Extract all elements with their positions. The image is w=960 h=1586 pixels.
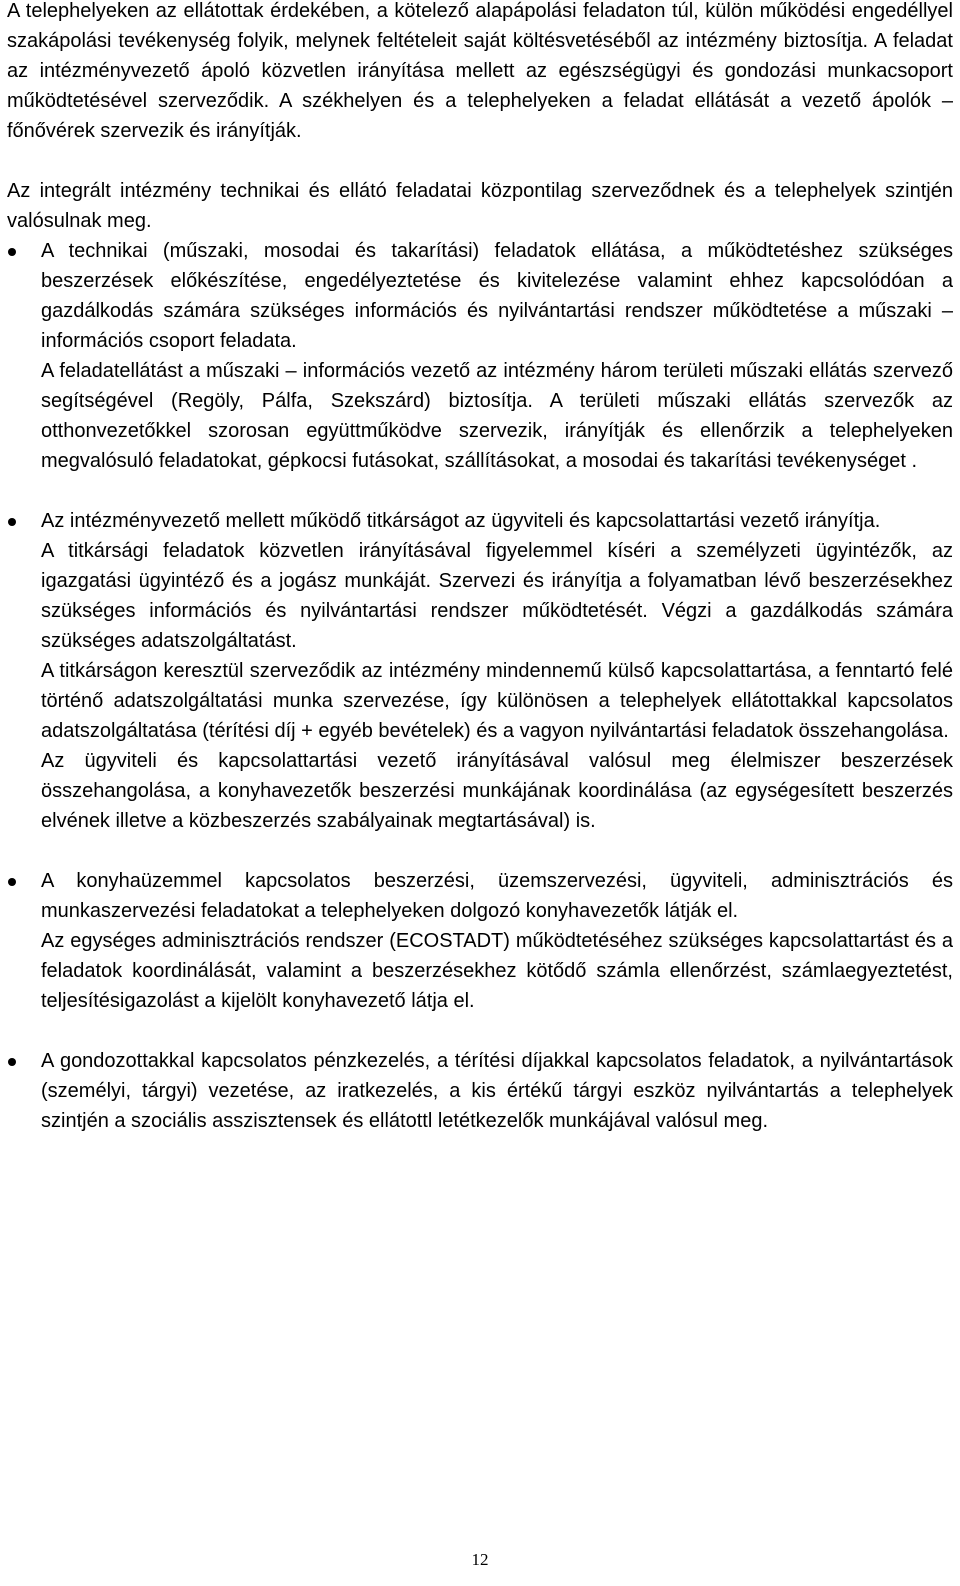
bullet-icon (8, 518, 16, 526)
paragraph-spacer (7, 836, 953, 866)
paragraph-spacer (7, 146, 953, 176)
bullet-2-paragraph-2: A titkársági feladatok közvetlen irányításával figyelemmel kíséri a személyzeti ügyintézők, az igazgatási ügyintéző és a jogász munkáját. Szervezi és irányítja a folyamatban lévő beszerzésekhez szükséges információs és nyilvántartási rendszer működtetését. Végzi a gazdálkodás számára szükséges adatszolgáltatást. (41, 540, 953, 652)
paragraph-spacer (7, 1016, 953, 1046)
bullet-item-kitchen (7, 866, 953, 1016)
bullet-item-secretariat (7, 506, 953, 836)
bullet-2-paragraph-3: A titkárságon keresztül szerveződik az intézmény mindennemű külső kapcsolattartása, a fenntartó felé történő adatszolgáltatási munka szervezése, így különösen a telephelyek ellátottakkal kapcsolatos adatszolgáltatása (térítési díj + egyéb bevételek) és a vagyon nyilvántartási feladatok összehangolása. (41, 660, 953, 742)
paragraph-spacer (7, 476, 953, 506)
bullet-item-care-finance (7, 1046, 953, 1136)
bullet-item-technical (7, 236, 953, 476)
bullet-1-paragraph-2: A feladatellátást a műszaki – információs vezető az intézmény három területi műszaki ellátás szervező segítségével (Regöly, Pálfa, Szekszárd) biztosítja. A területi műszaki ellátás szervezők az otthonvezetőkkel szorosan együttműködve szervezik, irányítják és ellenőrzik a telephelyeken megvalósuló feladatokat, gépkocsi futásokat, szállításokat, a mosodai és takarítási tevékenységet . (41, 360, 953, 472)
bullet-3-paragraph-1: A konyhaüzemmel kapcsolatos beszerzési, üzemszervezési, ügyviteli, adminisztrációs és munkaszervezési feladatokat a telephelyeken dolgozó konyhavezetők látják el. (41, 870, 953, 922)
document-body (7, 0, 953, 1136)
bullet-2-paragraph-1: Az intézményvezető mellett működő titkárságot az ügyviteli és kapcsolattartási vezető irányítja. (41, 510, 881, 532)
page-number: 12 (471, 1550, 489, 1569)
intro-paragraph-2: Az integrált intézmény technikai és ellátó feladatai központilag szerveződnek és a telephelyek szintjén valósulnak meg. (7, 180, 953, 232)
bullet-icon (8, 1058, 16, 1066)
bullet-4-paragraph-1: A gondozottakkal kapcsolatos pénzkezelés, a térítési díjakkal kapcsolatos feladatok, a nyilvántartások (személyi, tárgyi) vezetése, az iratkezelés, a kis értékű tárgyi eszköz nyilvántartás a telephelyek szintjén a szociális asszisztensek és ellátottl letétkezelők munkájával valósul meg. (41, 1050, 953, 1132)
bullet-icon (8, 248, 16, 256)
bullet-3-paragraph-2: Az egységes adminisztrációs rendszer (ECOSTADT) működtetéséhez szükséges kapcsolattartást és a feladatok koordinálását, valamint a beszerzésekhez kötődő számla ellenőrzést, számlaegyeztetést, teljesítésigazolást a kijelölt konyhavezető látja el. (41, 930, 953, 1012)
bullet-icon (8, 878, 16, 886)
bullet-1-paragraph-1: A technikai (műszaki, mosodai és takarítási) feladatok ellátása, a működtetéshez szükséges beszerzések előkészítése, engedélyeztetése és kivitelezése valamint ehhez kapcsolódóan a gazdálkodás számára szükséges információs és nyilvántartási rendszer működtetése a műszaki – információs csoport feladata. (41, 240, 953, 352)
bullet-2-paragraph-4: Az ügyviteli és kapcsolattartási vezető irányításával valósul meg élelmiszer beszerzések összehangolása, a konyhavezetők beszerzési munkájának koordinálása (az egységesített beszerzés elvének illetve a közbeszerzés szabályainak megtartásával) is. (41, 750, 953, 832)
intro-paragraph-1: A telephelyeken az ellátottak érdekében, a kötelező alapápolási feladaton túl, külön működési engedéllyel szakápolási tevékenység folyik, melynek feltételeit saját költésvetéséből az intézmény biztosítja. A feladat az intézményvezető ápoló közvetlen irányítása mellett az egészségügyi és gondozási munkacsoport működtetésével szerveződik. A székhelyen és a telephelyeken a feladat ellátását a vezető ápolók – főnővérek szervezik és irányítják. (7, 0, 953, 142)
